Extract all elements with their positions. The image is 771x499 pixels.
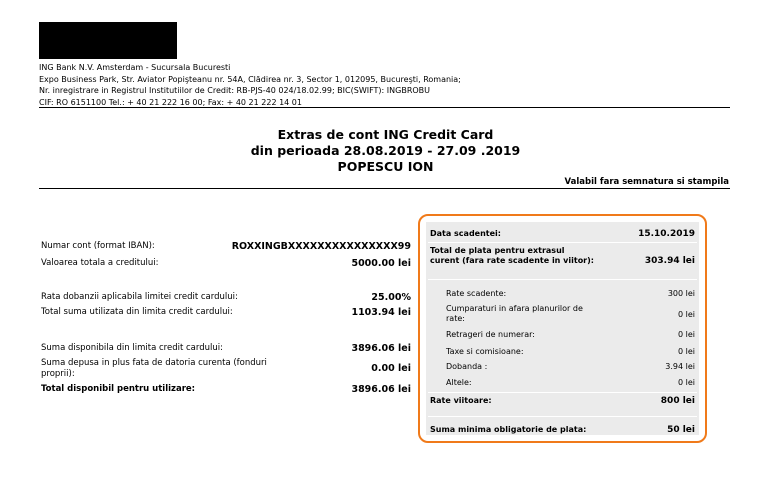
summary-item-cash-withdrawals: Retrageri de numerar: 0 lei (446, 330, 695, 339)
payment-summary-box (418, 214, 707, 443)
statement-title-block (0, 127, 771, 175)
summary-total-due: Total de plata pentru extrasul curent (fara rate scadente in viitor): 303.94 lei (430, 246, 695, 266)
account-row-credit-total: Valoarea totala a creditului: 5000.00 lei (41, 258, 411, 269)
summary-divider (428, 279, 697, 280)
summary-item-other: Altele: 0 lei (446, 378, 695, 387)
summary-item-fees: Taxe si comisioane: 0 lei (446, 347, 695, 356)
account-holder: POPESCU ION (337, 159, 434, 174)
summary-item-interest: Dobanda : 3.94 lei (446, 362, 695, 371)
account-row-iban: Numar cont (format IBAN): ROXXINGBXXXXXXXXXXXXXXX99 (41, 241, 411, 252)
account-row-own-funds: Suma depusa in plus fata de datoria curenta (fonduri proprii): 0.00 lei (41, 358, 411, 379)
validity-divider (39, 188, 730, 189)
payment-summary-panel (426, 222, 699, 435)
summary-due-date: Data scadentei: 15.10.2019 (430, 229, 695, 239)
summary-item-purchases: Cumparaturi in afara planurilor de rate: 0 lei (446, 304, 695, 323)
summary-divider (428, 392, 697, 393)
account-row-interest-rate: Rata dobanzii aplicabila limitei credit cardului: 25.00% (41, 292, 411, 303)
summary-divider (428, 242, 697, 243)
validity-note: Valabil fara semnatura si stampila (564, 177, 729, 187)
statement-period: din perioada 28.08.2019 - 27.09 .2019 (250, 143, 521, 158)
summary-future-installments: Rate viitoare: 800 lei (430, 396, 695, 406)
account-row-used-amount: Total suma utilizata din limita credit cardului: 1103.94 lei (41, 307, 411, 318)
summary-item-due-installments: Rate scadente: 300 lei (446, 289, 695, 298)
summary-divider (428, 416, 697, 417)
bank-contact-line: CIF: RO 6151100 Tel.: + 40 21 222 16 00; Fax: + 40 21 222 14 01 (39, 97, 302, 107)
redacted-logo (39, 22, 177, 59)
summary-minimum-payment: Suma minima obligatorie de plata: 50 lei (430, 425, 695, 435)
bank-header (39, 62, 739, 108)
account-row-total-available: Total disponibil pentru utilizare: 3896.06 lei (41, 384, 411, 395)
statement-title: Extras de cont ING Credit Card (277, 127, 494, 142)
bank-address-line: Expo Business Park, Str. Aviator Popişteanu nr. 54A, Clădirea nr. 3, Sector 1, 012095, Bucureşti, Romania; (39, 74, 461, 84)
account-row-available-limit: Suma disponibila din limita credit cardului: 3896.06 lei (41, 343, 411, 354)
header-divider (39, 107, 730, 108)
bank-name-line: ING Bank N.V. Amsterdam - Sucursala Bucuresti (39, 63, 231, 72)
bank-registry-line: Nr. inregistrare in Registrul Institutiilor de Credit: RB-PJS-40 024/18.02.99; BIC(SWIFT): INGBROBU (39, 86, 431, 95)
